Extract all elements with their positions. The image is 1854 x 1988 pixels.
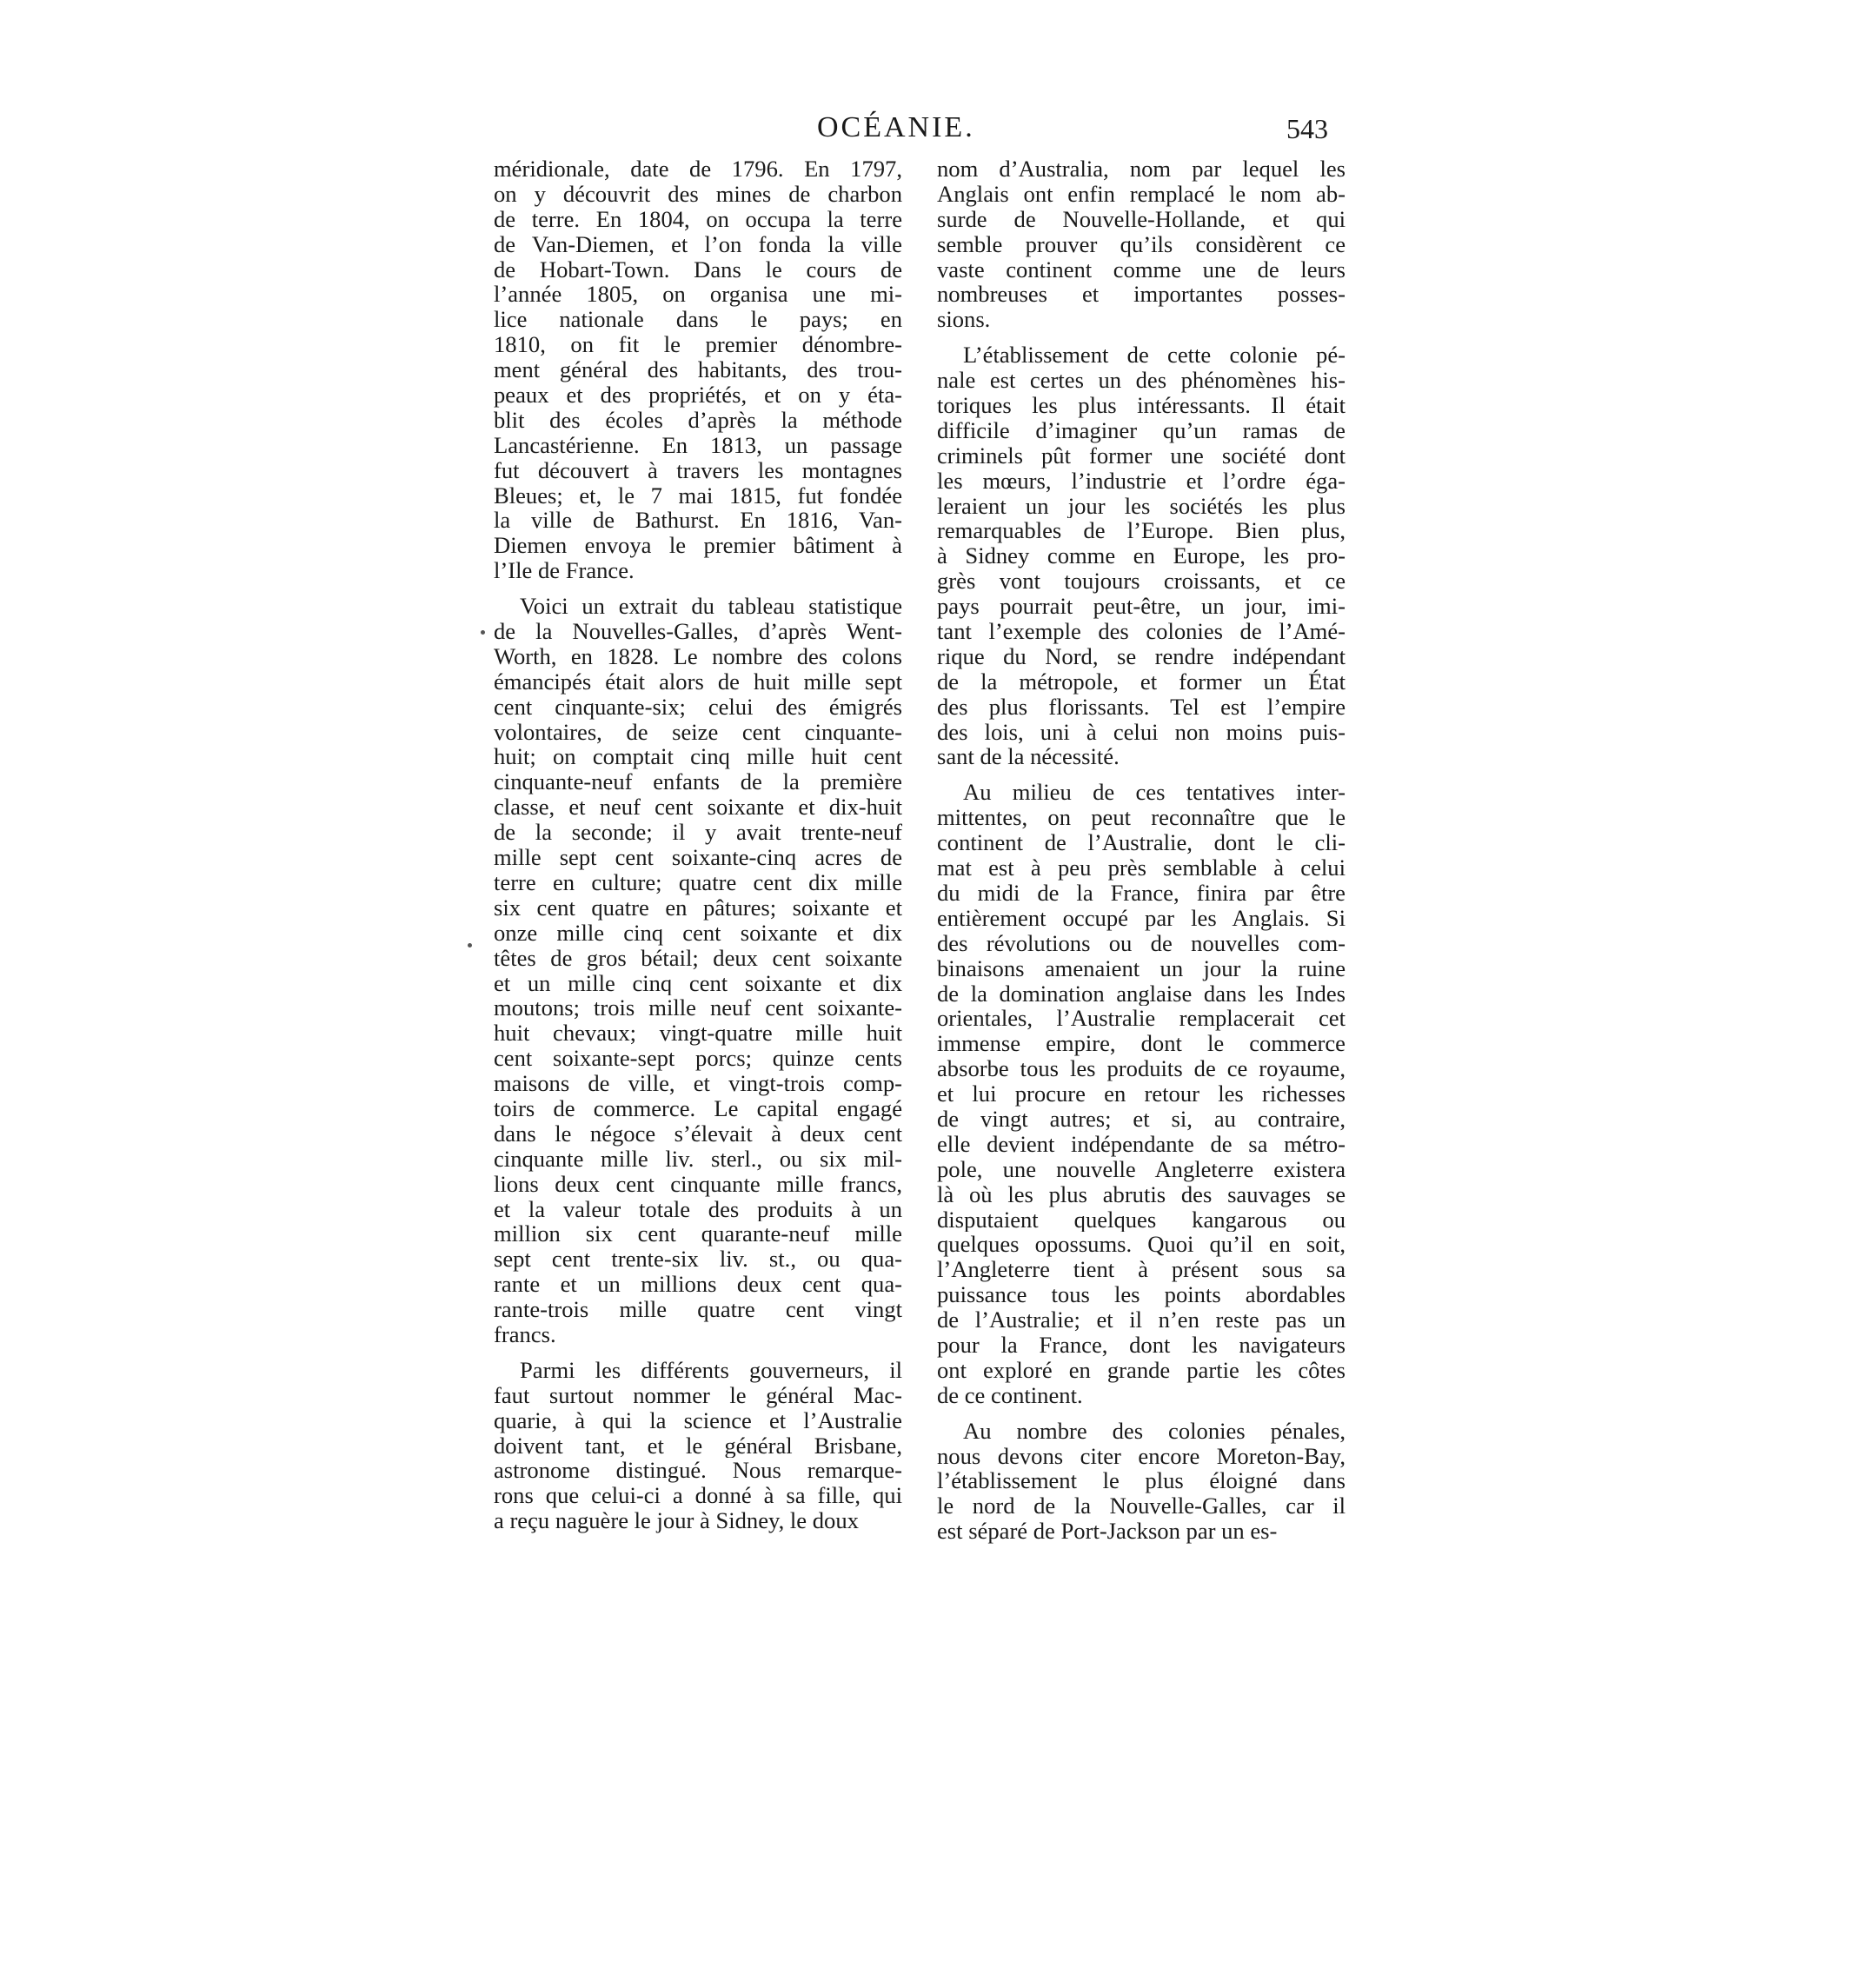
paragraph bbox=[494, 156, 902, 583]
text-line: Diemen envoya le premier bâtiment à bbox=[494, 533, 902, 559]
print-speck bbox=[481, 630, 485, 635]
text-line: six cent quatre en pâtures; soixante et bbox=[494, 894, 902, 921]
text-line: Parmi les différents gouverneurs, il bbox=[520, 1357, 902, 1383]
text-line: méridionale, date de 1796. En 1797, bbox=[494, 156, 902, 182]
paragraph-gap bbox=[494, 583, 902, 594]
text-line: toriques les plus intéressants. Il était bbox=[937, 393, 1346, 418]
text-line: et lui procure en retour les richesses bbox=[937, 1081, 1346, 1107]
text-line: semble prouver qu’ils considèrent ce bbox=[937, 231, 1346, 257]
text-line: absorbe tous les produits de ce royaume, bbox=[937, 1056, 1346, 1082]
text-line: difficile d’imaginer qu’un ramas de bbox=[937, 417, 1346, 443]
text-line: de Hobart-Town. Dans le cours de bbox=[494, 256, 902, 283]
text-line: volontaires, de seize cent cinquante- bbox=[494, 719, 902, 745]
paragraph bbox=[937, 1419, 1346, 1544]
paragraph bbox=[937, 156, 1346, 332]
left-column bbox=[494, 156, 902, 1533]
text-line: quelques opossums. Quoi qu’il en soit, bbox=[937, 1232, 1346, 1258]
text-line: moutons; trois mille neuf cent soixante- bbox=[494, 995, 902, 1021]
text-line: et la valeur totale des produits à un bbox=[494, 1196, 902, 1222]
text-line: cinquante mille liv. sterl., ou six mil- bbox=[494, 1146, 902, 1172]
text-line: immense empire, dont le commerce bbox=[937, 1031, 1346, 1057]
text-line: cent soixante-sept porcs; quinze cents bbox=[494, 1046, 902, 1072]
text-line: nombreuses et importantes posses- bbox=[937, 282, 1346, 308]
text-line: a reçu naguère le jour à Sidney, le doux bbox=[494, 1508, 859, 1534]
text-line: on y découvrit des mines de charbon bbox=[494, 181, 902, 207]
text-line: remarquables de l’Europe. Bien plus, bbox=[937, 518, 1346, 544]
text-line: Lancastérienne. En 1813, un passage bbox=[494, 432, 902, 458]
text-line: toirs de commerce. Le capital engagé bbox=[494, 1095, 902, 1121]
text-line: Au milieu de ces tentatives inter- bbox=[963, 780, 1346, 806]
text-line: ment général des habitants, des trou- bbox=[494, 357, 902, 383]
text-line: Anglais ont enfin remplacé le nom ab- bbox=[937, 181, 1346, 207]
text-line: sept cent trente-six liv. st., ou qua- bbox=[494, 1247, 902, 1273]
text-line: le nord de la Nouvelle-Galles, car il bbox=[937, 1493, 1346, 1519]
text-line: la ville de Bathurst. En 1816, Van- bbox=[494, 508, 902, 534]
text-line: leraient un jour les sociétés les plus bbox=[937, 493, 1346, 519]
text-line: quarie, à qui la science et l’Australie bbox=[494, 1407, 902, 1433]
text-line: des plus florissants. Tel est l’empire bbox=[937, 694, 1346, 720]
text-line: et un mille cinq cent soixante et dix bbox=[494, 970, 902, 996]
text-line: surde de Nouvelle-Hollande, et qui bbox=[937, 206, 1346, 232]
text-line: million six cent quarante-neuf mille bbox=[494, 1221, 902, 1247]
text-line: de la Nouvelles-Galles, d’après Went- bbox=[494, 619, 902, 644]
text-line: grès vont toujours croissants, et ce bbox=[937, 568, 1346, 595]
paragraph bbox=[937, 780, 1346, 1407]
text-line: huit chevaux; vingt-quatre mille huit bbox=[494, 1021, 902, 1047]
text-line: là où les plus abrutis des sauvages se bbox=[937, 1181, 1346, 1207]
text-line: blit des écoles d’après la méthode bbox=[494, 407, 902, 433]
text-line: Bleues; et, le 7 mai 1815, fut fondée bbox=[494, 482, 902, 509]
text-line: 1810, on fit le premier dénombre- bbox=[494, 332, 902, 358]
text-line: nom d’Australia, nom par lequel les bbox=[937, 156, 1346, 182]
text-line: elle devient indépendante de sa métro- bbox=[937, 1131, 1346, 1157]
text-line: rique du Nord, se rendre indépendant bbox=[937, 643, 1346, 669]
text-line: de la domination anglaise dans les Indes bbox=[937, 981, 1346, 1007]
text-line: nale est certes un des phénomènes his- bbox=[937, 368, 1346, 394]
text-line: vaste continent comme une de leurs bbox=[937, 256, 1346, 283]
text-line: de la métropole, et former un État bbox=[937, 668, 1346, 695]
text-line: pole, une nouvelle Angleterre existera bbox=[937, 1156, 1346, 1182]
paragraph bbox=[494, 594, 902, 1347]
text-line: sant de la nécessité. bbox=[937, 744, 1120, 770]
text-line: fut découvert à travers les montagnes bbox=[494, 457, 902, 483]
text-line: disputaient quelques kangarous ou bbox=[937, 1207, 1346, 1233]
text-line: de Van-Diemen, et l’on fonda la ville bbox=[494, 231, 902, 257]
text-line: Worth, en 1828. Le nombre des colons bbox=[494, 643, 902, 669]
text-line: cent cinquante-six; celui des émigrés bbox=[494, 694, 902, 720]
text-line: dans le négoce s’élevait à deux cent bbox=[494, 1120, 902, 1147]
paragraph-gap bbox=[937, 769, 1346, 780]
text-line: peaux et des propriétés, et on y éta- bbox=[494, 382, 902, 408]
paragraph-gap bbox=[494, 1347, 902, 1358]
text-line: francs. bbox=[494, 1321, 556, 1347]
text-line: de ce continent. bbox=[937, 1382, 1083, 1408]
text-line: lions deux cent cinquante mille francs, bbox=[494, 1171, 902, 1197]
text-line: terre en culture; quatre cent dix mille bbox=[494, 869, 902, 895]
paragraph bbox=[494, 1358, 902, 1533]
text-line: rante-trois mille quatre cent vingt bbox=[494, 1297, 902, 1322]
text-line: L’établissement de cette colonie pé- bbox=[963, 342, 1346, 369]
text-line: faut surtout nommer le général Mac- bbox=[494, 1382, 902, 1408]
text-line: pour la France, dont les navigateurs bbox=[937, 1332, 1346, 1358]
text-line: huit; on comptait cinq mille huit cent bbox=[494, 744, 902, 770]
page-number: 543 bbox=[1286, 113, 1328, 144]
text-line: têtes de gros bétail; deux cent soixante bbox=[494, 945, 902, 971]
text-line: du midi de la France, finira par être bbox=[937, 880, 1346, 906]
text-line: nous devons citer encore Moreton-Bay, bbox=[937, 1443, 1346, 1469]
text-line: les mœurs, l’industrie et l’ordre éga- bbox=[937, 468, 1346, 494]
text-line: maisons de ville, et vingt-trois comp- bbox=[494, 1071, 902, 1096]
text-line: l’Ile de France. bbox=[494, 558, 635, 584]
text-line: mille sept cent soixante-cinq acres de bbox=[494, 845, 902, 870]
text-line: onze mille cinq cent soixante et dix bbox=[494, 920, 902, 946]
text-line: cinquante-neuf enfants de la première bbox=[494, 769, 902, 795]
text-line: orientales, l’Australie remplacerait cet bbox=[937, 1006, 1346, 1032]
paragraph-gap bbox=[937, 332, 1346, 342]
text-line: est séparé de Port-Jackson par un es- bbox=[937, 1519, 1278, 1545]
text-line: entièrement occupé par les Anglais. Si bbox=[937, 905, 1346, 931]
text-line: continent de l’Australie, dont le cli- bbox=[937, 830, 1346, 856]
text-line: des révolutions ou de nouvelles com- bbox=[937, 930, 1346, 956]
text-line: doivent tant, et le général Brisbane, bbox=[494, 1433, 902, 1459]
text-line: de la seconde; il y avait trente-neuf bbox=[494, 820, 902, 846]
text-line: à Sidney comme en Europe, les pro- bbox=[937, 543, 1346, 569]
text-line: l’établissement le plus éloigné dans bbox=[937, 1468, 1346, 1494]
right-column bbox=[937, 156, 1346, 1544]
text-line: binaisons amenaient un jour la ruine bbox=[937, 955, 1346, 981]
text-line: pays pourrait peut-être, un jour, imi- bbox=[937, 594, 1346, 620]
print-speck bbox=[468, 943, 472, 947]
text-line: des lois, uni à celui non moins puis- bbox=[937, 719, 1346, 745]
paragraph bbox=[937, 342, 1346, 769]
text-line: émancipés était alors de huit mille sept bbox=[494, 668, 902, 695]
text-line: l’Angleterre tient à présent sous sa bbox=[937, 1257, 1346, 1283]
text-line: ont exploré en grande partie les côtes bbox=[937, 1357, 1346, 1383]
text-line: de vingt autres; et si, au contraire, bbox=[937, 1106, 1346, 1132]
text-line: criminels pût former une société dont bbox=[937, 442, 1346, 469]
text-line: rons que celui-ci a donné à sa fille, qui bbox=[494, 1483, 902, 1509]
text-line: tant l’exemple des colonies de l’Amé- bbox=[937, 619, 1346, 644]
text-line: sions. bbox=[937, 307, 991, 333]
text-line: classe, et neuf cent soixante et dix-huit bbox=[494, 795, 902, 821]
text-line: Voici un extrait du tableau statistique bbox=[520, 594, 902, 620]
text-line: mat est à peu près semblable à celui bbox=[937, 855, 1346, 881]
text-line: de terre. En 1804, on occupa la terre bbox=[494, 206, 902, 232]
text-line: l’année 1805, on organisa une mi- bbox=[494, 282, 902, 308]
running-title: OCÉANIE. bbox=[817, 111, 975, 143]
text-line: puissance tous les points abordables bbox=[937, 1282, 1346, 1308]
text-line: Au nombre des colonies pénales, bbox=[963, 1418, 1346, 1444]
text-line: de l’Australie; et il n’en reste pas un bbox=[937, 1307, 1346, 1333]
paragraph-gap bbox=[937, 1408, 1346, 1419]
text-line: astronome distingué. Nous remarque- bbox=[494, 1458, 902, 1484]
text-line: lice nationale dans le pays; en bbox=[494, 307, 902, 333]
text-line: rante et un millions deux cent qua- bbox=[494, 1272, 902, 1298]
text-line: mittentes, on peut reconnaître que le bbox=[937, 805, 1346, 831]
